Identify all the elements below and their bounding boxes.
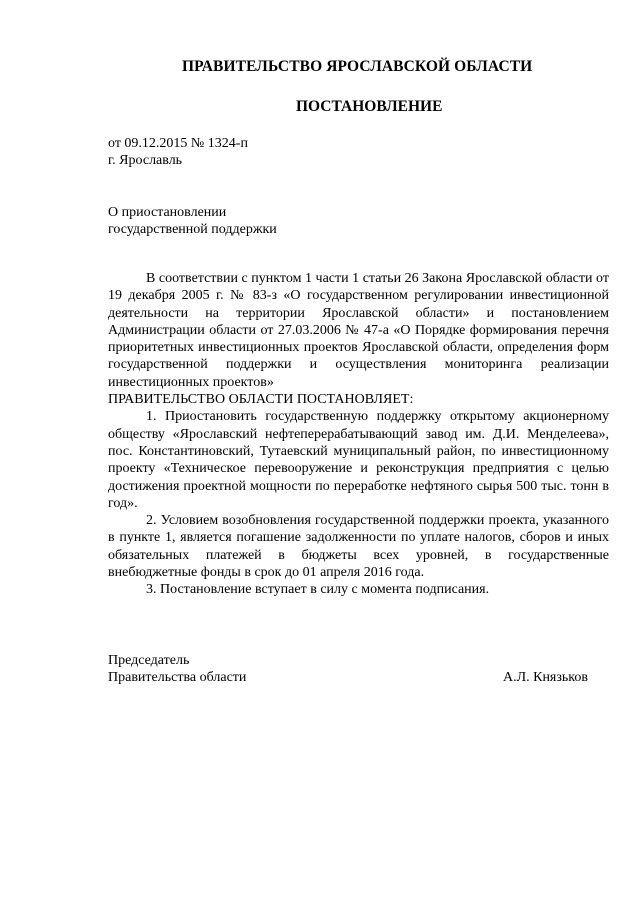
item-3: 3. Постановление вступает в силу с момента подписания.	[146, 582, 490, 598]
organization-heading: ПРАВИТЕЛЬСТВО ЯРОСЛАВСКОЙ ОБЛАСТИ	[182, 58, 533, 75]
document-type-heading: ПОСТАНОВЛЕНИЕ	[296, 98, 443, 115]
document-body	[108, 270, 609, 599]
date-number: от 09.12.2015 № 1324-п	[108, 136, 248, 151]
resolves-line: ПРАВИТЕЛЬСТВО ОБЛАСТИ ПОСТАНОВЛЯЕТ:	[108, 392, 414, 408]
document-subject	[108, 204, 277, 238]
signatory-title-line-2: Правительства области	[108, 670, 247, 685]
item-1: 1. Приостановить государственную поддержку открытому акционерному обществу «Ярославский нефтеперерабатывающий завод им. Д.И. Менделеева», пос. Константиновский, Тутаевский муниципальный район, по инвестиционному проекту «Техническое перевооружение и реконструкция предприятия с целью достижения проектной мощности по переработке нефтяного сырья 500 тыс. тонн в год».	[108, 409, 609, 511]
city: г. Ярославль	[108, 153, 183, 168]
subject-line-1: О приостановлении	[108, 205, 227, 220]
signatory-name: А.Л. Князьков	[503, 670, 588, 685]
signature-block	[108, 652, 588, 686]
item-2: 2. Условием возобновления государственной поддержки проекта, указанного в пункте 1, является погашение задолженности по уплате налогов, сборов и иных обязательных платежей в бюджеты всех уровней, в государственные внебюджетные фонды в срок до 01 апреля 2016 года.	[108, 513, 609, 581]
preamble-paragraph: В соответствии с пунктом 1 части 1 статьи 26 Закона Ярославской области от 19 декабря 2005 г. № 83-з «О государственном регулировании инвестиционной деятельности на территории Ярославской области» и постановлением Администрации области от 27.03.2006 № 47-а «О Порядке формирования перечня приоритетных инвестиционных проектов Ярославской области, определения форм государственной поддержки и осуществления мониторинга реализации инвестиционных проектов»	[108, 271, 609, 390]
signature-row	[108, 669, 588, 686]
signatory-title-line-1: Председатель	[108, 653, 190, 668]
document-meta	[108, 135, 248, 169]
subject-line-2: государственной поддержки	[108, 222, 277, 237]
